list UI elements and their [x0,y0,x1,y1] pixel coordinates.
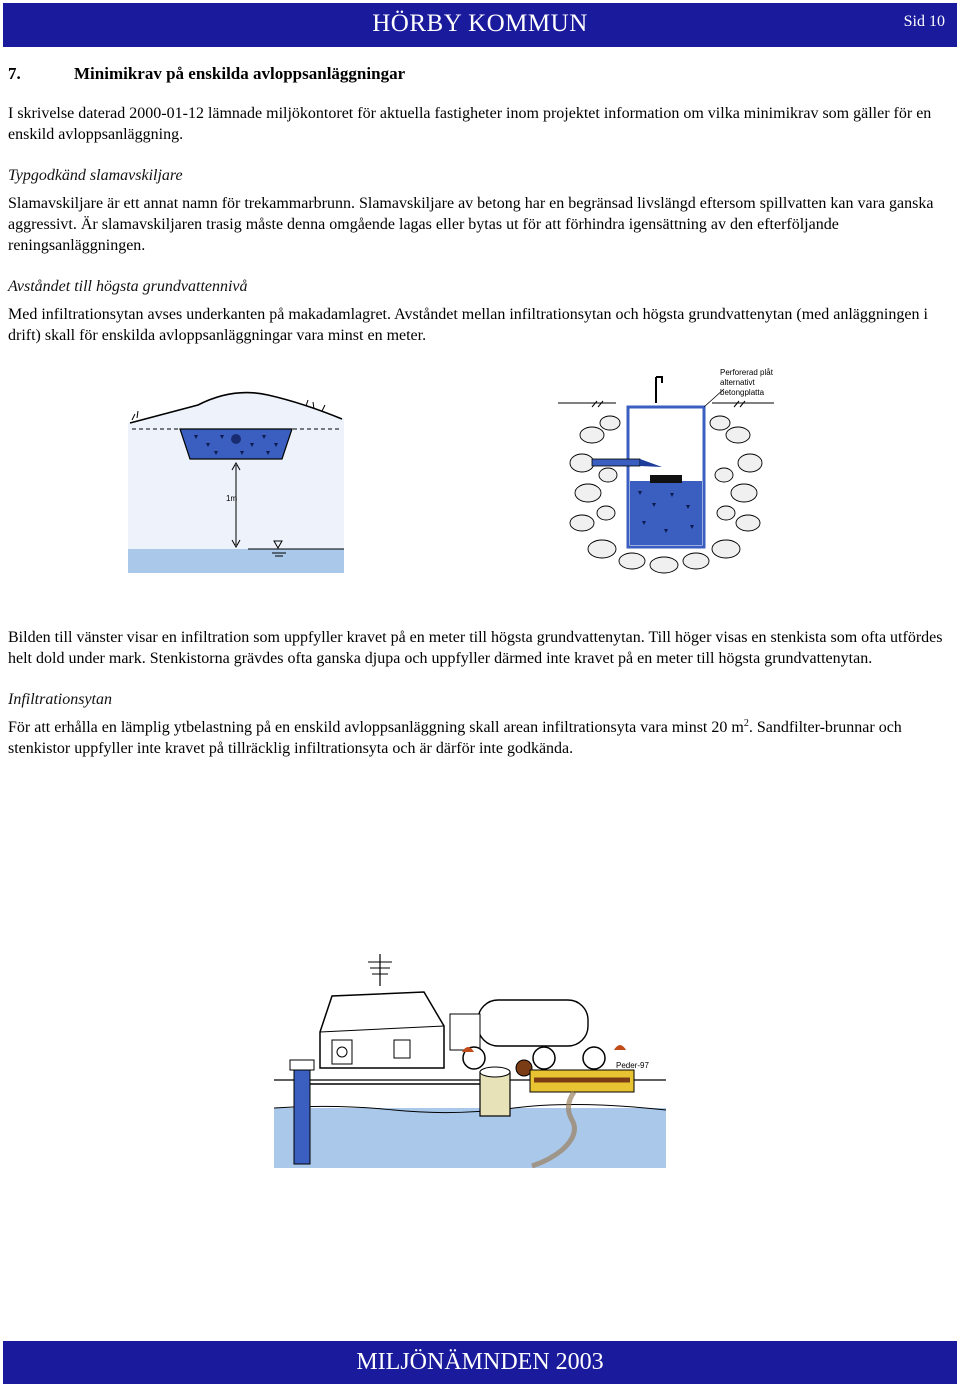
paragraph-infiltrationsytan [8,717,948,759]
header-title: HÖRBY KOMMUN [372,10,588,37]
page-content [8,64,948,779]
square-superscript: 2 [743,718,749,729]
page-number: Sid 10 [903,13,945,30]
subheading-grundvatten: Avståndet till högsta grundvattennivå [8,278,248,295]
intro-paragraph: I skrivelse daterad 2000-01-12 lämnade miljökontoret för aktuella fastigheter inom projektet information om vilka minimikrav som gäller för en enskild avloppsanläggning. [8,105,932,143]
section-heading [8,64,948,84]
figure-row [8,361,948,611]
subheading-infiltrationsytan: Infiltrationsytan [8,691,112,708]
stone-chest-diagram [552,363,780,575]
perforated-plate-label-1: Perforerad plåt [720,368,773,377]
header-bar [3,3,957,47]
figure-caption: Bilden till vänster visar en infiltration som uppfyller kravet på en meter till högsta grundvattenytan. Till höger visas en stenkista som ofta utfördes helt dold under mark. Stenkistorna grävdes ofta ganska djupa och uppfyller därmed inte kravet på en meter till högsta grundvattenytan. [8,629,943,667]
infiltration-diagram [128,373,344,573]
infiltration-text-a: För att erhålla en lämplig ytbelastning på en enskild avloppsanläggning skall arean infiltrationsyta vara minst 20 m [8,719,744,736]
artist-signature: Peder-97 [616,1061,649,1070]
paragraph-grundvatten: Med infiltrationsytan avses underkanten på makadamlagret. Avståndet mellan infiltrationsytan och högsta grundvattenytan (med anläggningen i drift) skall för enskilda avloppsanläggningar vara minst en meter. [8,306,928,344]
footer-bar [3,1341,957,1384]
perforated-plate-label-2: alternativt [720,378,755,387]
paragraph-slamavskiljare: Slamavskiljare är ett annat namn för trekammarbrunn. Slamavskiljare av betong har en begränsad livslängd eftersom spillvatten kan vara ganska aggressivt. Är slamavskiljaren trasig måste denna omgående lagas eller bytas ut för att förhindra igensättning av den efterföljande reningsanläggningen. [8,195,934,254]
household-sewage-illustration [274,940,666,1168]
section-title: Minimikrav på enskilda avloppsanläggningar [74,64,406,83]
one-meter-label: 1m [226,494,238,503]
subheading-slamavskiljare: Typgodkänd slamavskiljare [8,167,183,184]
footer-title: MILJÖNÄMNDEN 2003 [356,1349,604,1375]
infiltration-text-b: . Sandfilter-brunnar och stenkistor uppfyller inte kravet på tillräcklig infiltrationsyta och är därför inte godkända. [8,719,902,757]
perforated-plate-label-3: betongplatta [720,388,765,397]
section-number: 7. [8,64,21,83]
